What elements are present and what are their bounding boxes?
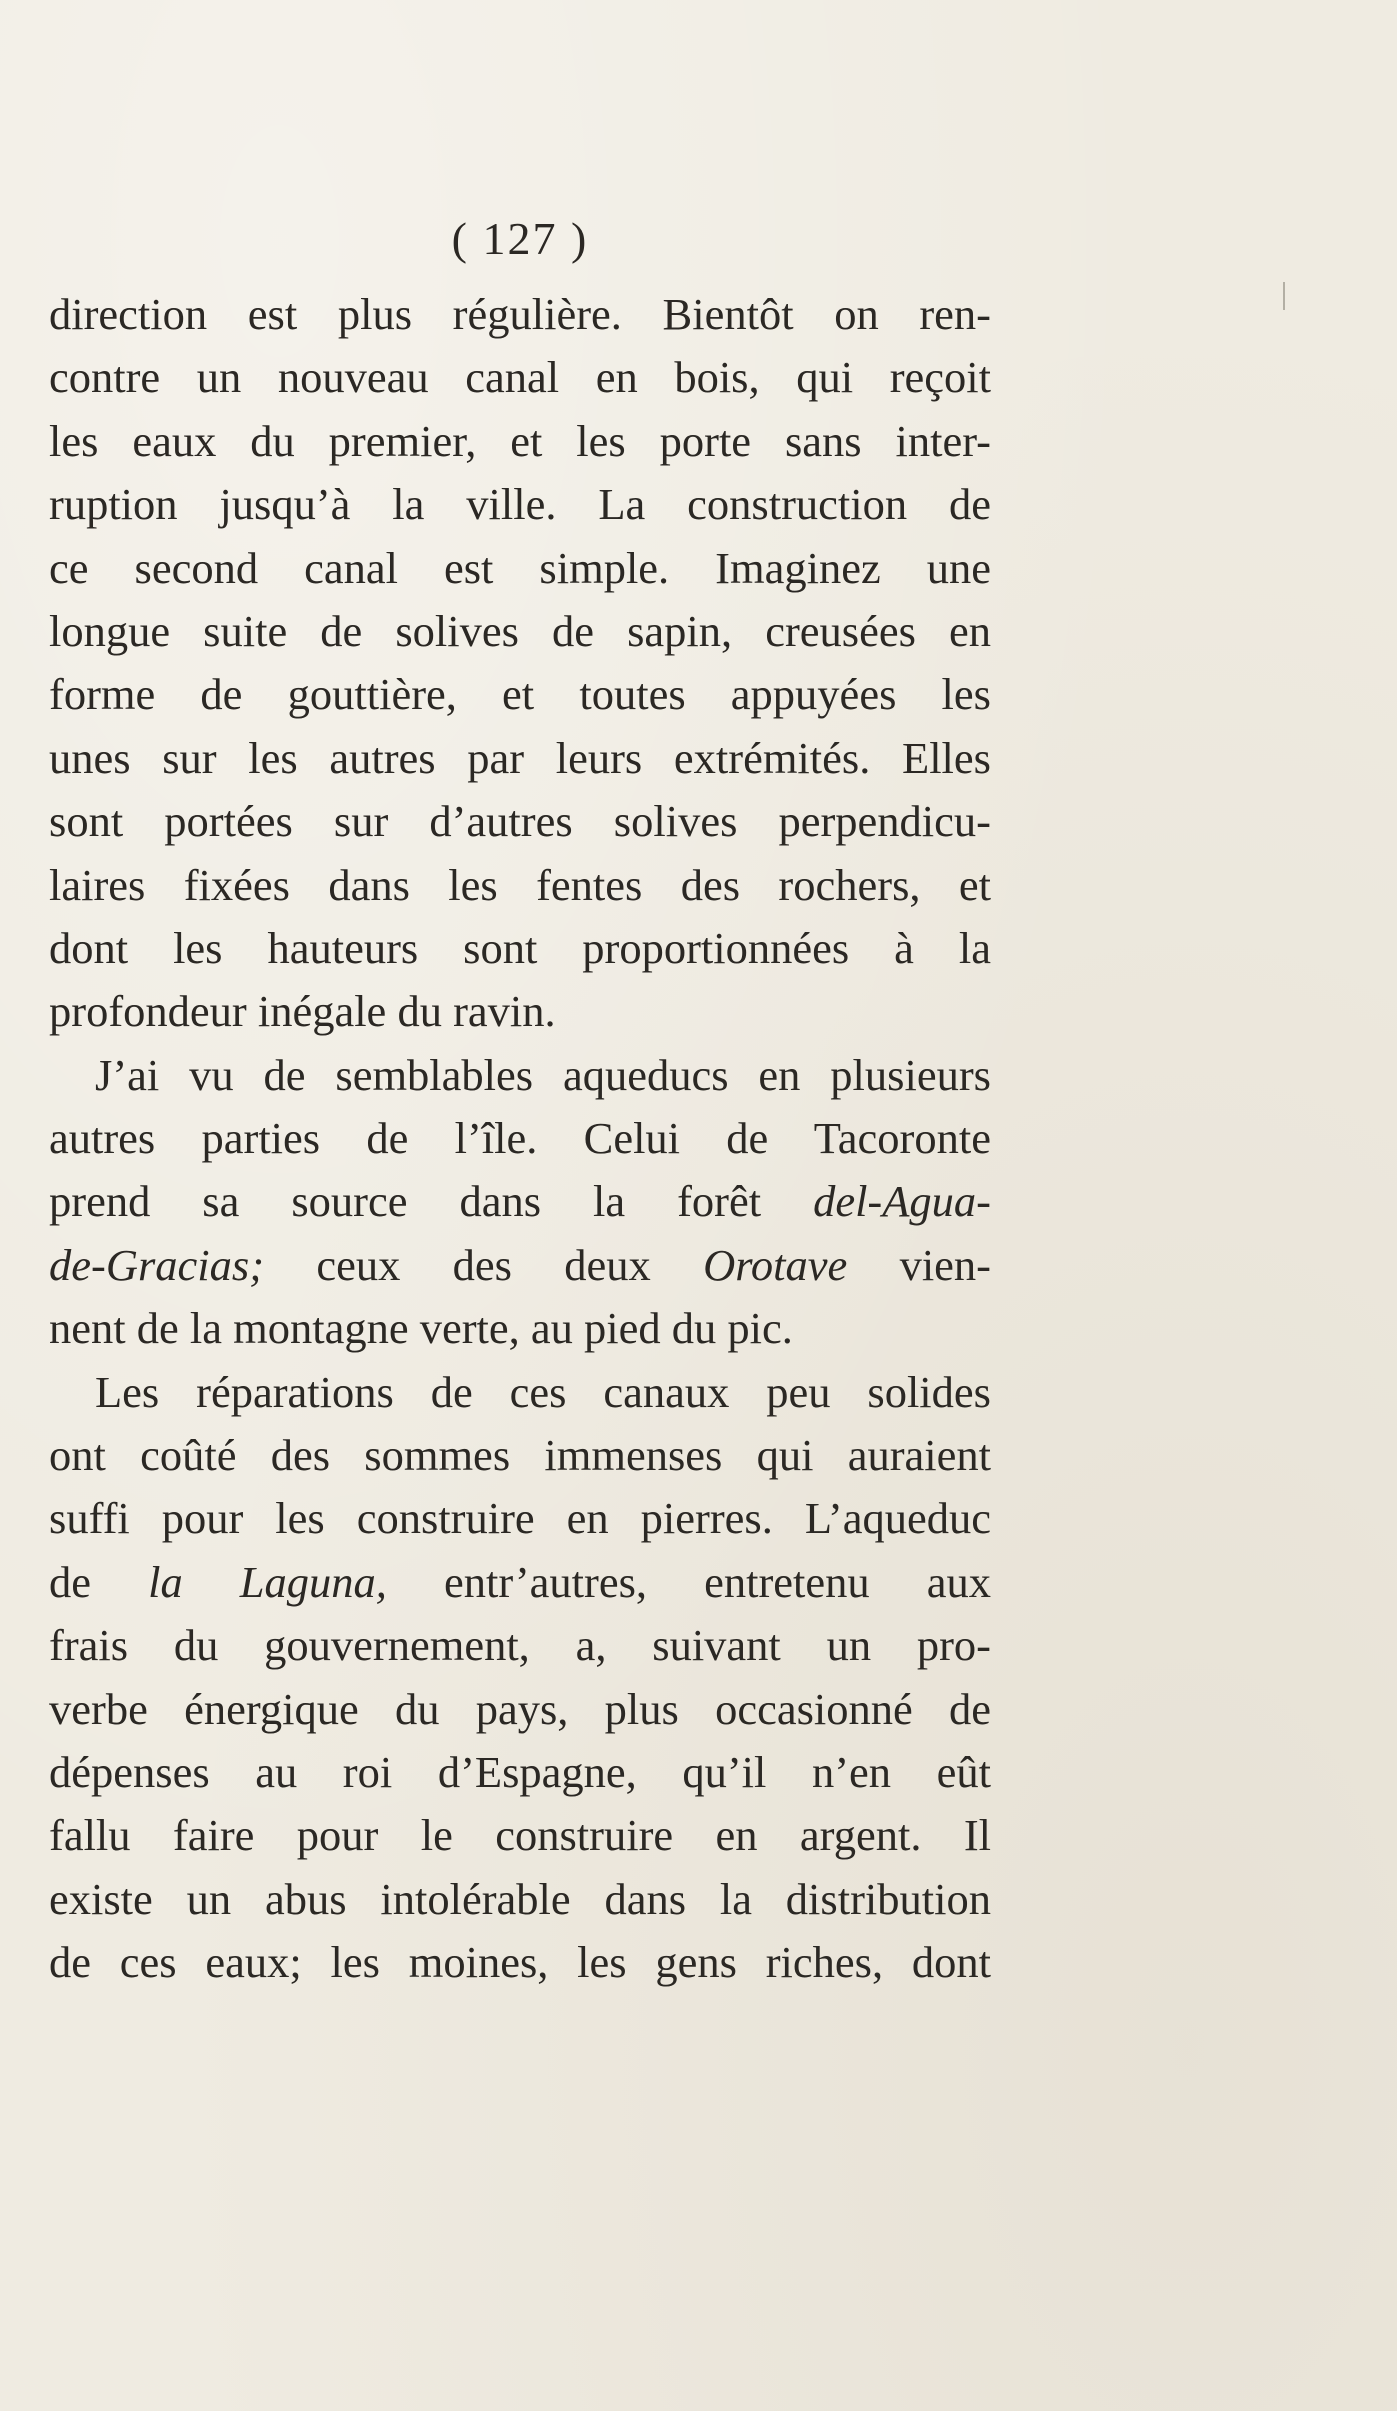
text-line xyxy=(49,537,991,600)
text-segment: dépenses au roi d’Espagne, qu’il n’en eût xyxy=(49,1746,991,1797)
text-line xyxy=(49,727,991,790)
text-line xyxy=(49,663,991,726)
text-segment: longue suite de solives de sapin, creusées en xyxy=(49,605,991,656)
text-segment: frais du gouvernement, a, suivant un pro- xyxy=(49,1620,991,1671)
text-line xyxy=(49,980,991,1043)
text-line xyxy=(49,410,991,473)
text-line xyxy=(49,1297,991,1360)
italic-text: de-Gracias; xyxy=(49,1239,265,1290)
text-line xyxy=(49,1234,991,1297)
text-line xyxy=(49,1170,991,1233)
text-line xyxy=(49,854,991,917)
text-line xyxy=(49,1931,991,1994)
text-segment: profondeur inégale du ravin. xyxy=(49,986,556,1037)
text-segment: forme de gouttière, et toutes appuyées les xyxy=(49,669,991,720)
text-line xyxy=(49,917,991,980)
text-segment: unes sur les autres par leurs extrémités. Elles xyxy=(49,732,991,783)
text-segment: direction est plus régulière. Bientôt on ren- xyxy=(49,289,991,339)
text-line xyxy=(49,283,991,346)
text-line xyxy=(49,1487,991,1550)
text-line xyxy=(49,346,991,409)
text-segment: J’ai vu de semblables aqueducs en plusieurs xyxy=(95,1049,991,1100)
text-line xyxy=(49,1551,991,1614)
text-line xyxy=(49,473,991,536)
page-number: ( 127 ) xyxy=(451,213,589,264)
text-line xyxy=(49,1741,991,1804)
text-segment: ruption jusqu’à la ville. La construction de xyxy=(49,479,991,530)
margin-mark xyxy=(1283,282,1285,310)
text-segment: ont coûté des sommes immenses qui auraient xyxy=(49,1430,991,1481)
text-line xyxy=(49,1678,991,1741)
italic-text: del-Agua- xyxy=(813,1176,991,1227)
text-segment: fallu faire pour le construire en argent. Il xyxy=(49,1810,991,1861)
text-segment: entr’autres, entretenu aux xyxy=(386,1556,991,1607)
text-line xyxy=(49,1614,991,1677)
text-segment: existe un abus intolérable dans la distribution xyxy=(49,1873,991,1924)
italic-text: Orotave xyxy=(703,1239,848,1290)
text-segment: Les réparations de ces canaux peu solides xyxy=(95,1366,991,1417)
text-segment: prend sa source dans la forêt xyxy=(49,1176,814,1227)
italic-text: la Laguna, xyxy=(148,1556,387,1607)
text-line xyxy=(49,790,991,853)
text-segment: ceux des deux xyxy=(264,1239,704,1290)
text-segment: autres parties de l’île. Celui de Tacoronte xyxy=(49,1113,991,1164)
text-segment: dont les hauteurs sont proportionnées à la xyxy=(49,922,991,973)
text-line xyxy=(49,1361,991,1424)
text-line xyxy=(49,1424,991,1487)
text-line xyxy=(49,1044,991,1107)
text-segment: ce second canal est simple. Imaginez une xyxy=(49,542,991,593)
text-segment: suffi pour les construire en pierres. L’aqueduc xyxy=(49,1493,991,1544)
text-line xyxy=(49,1804,991,1867)
body-text xyxy=(49,283,991,1995)
text-line xyxy=(49,600,991,663)
text-line xyxy=(49,1868,991,1931)
text-segment: verbe énergique du pays, plus occasionné de xyxy=(49,1683,991,1734)
text-segment: de ces eaux; les moines, les gens riches, dont xyxy=(49,1937,991,1988)
text-segment: laires fixées dans les fentes des rochers, et xyxy=(49,859,991,910)
text-segment: sont portées sur d’autres solives perpendicu- xyxy=(49,796,991,847)
text-segment: de xyxy=(49,1556,149,1607)
text-segment: nent de la montagne verte, au pied du pic. xyxy=(49,1303,793,1354)
text-segment: vien- xyxy=(847,1239,992,1290)
text-line xyxy=(49,1107,991,1170)
text-segment: les eaux du premier, et les porte sans inter- xyxy=(49,415,991,466)
text-segment: contre un nouveau canal en bois, qui reçoit xyxy=(49,352,991,403)
